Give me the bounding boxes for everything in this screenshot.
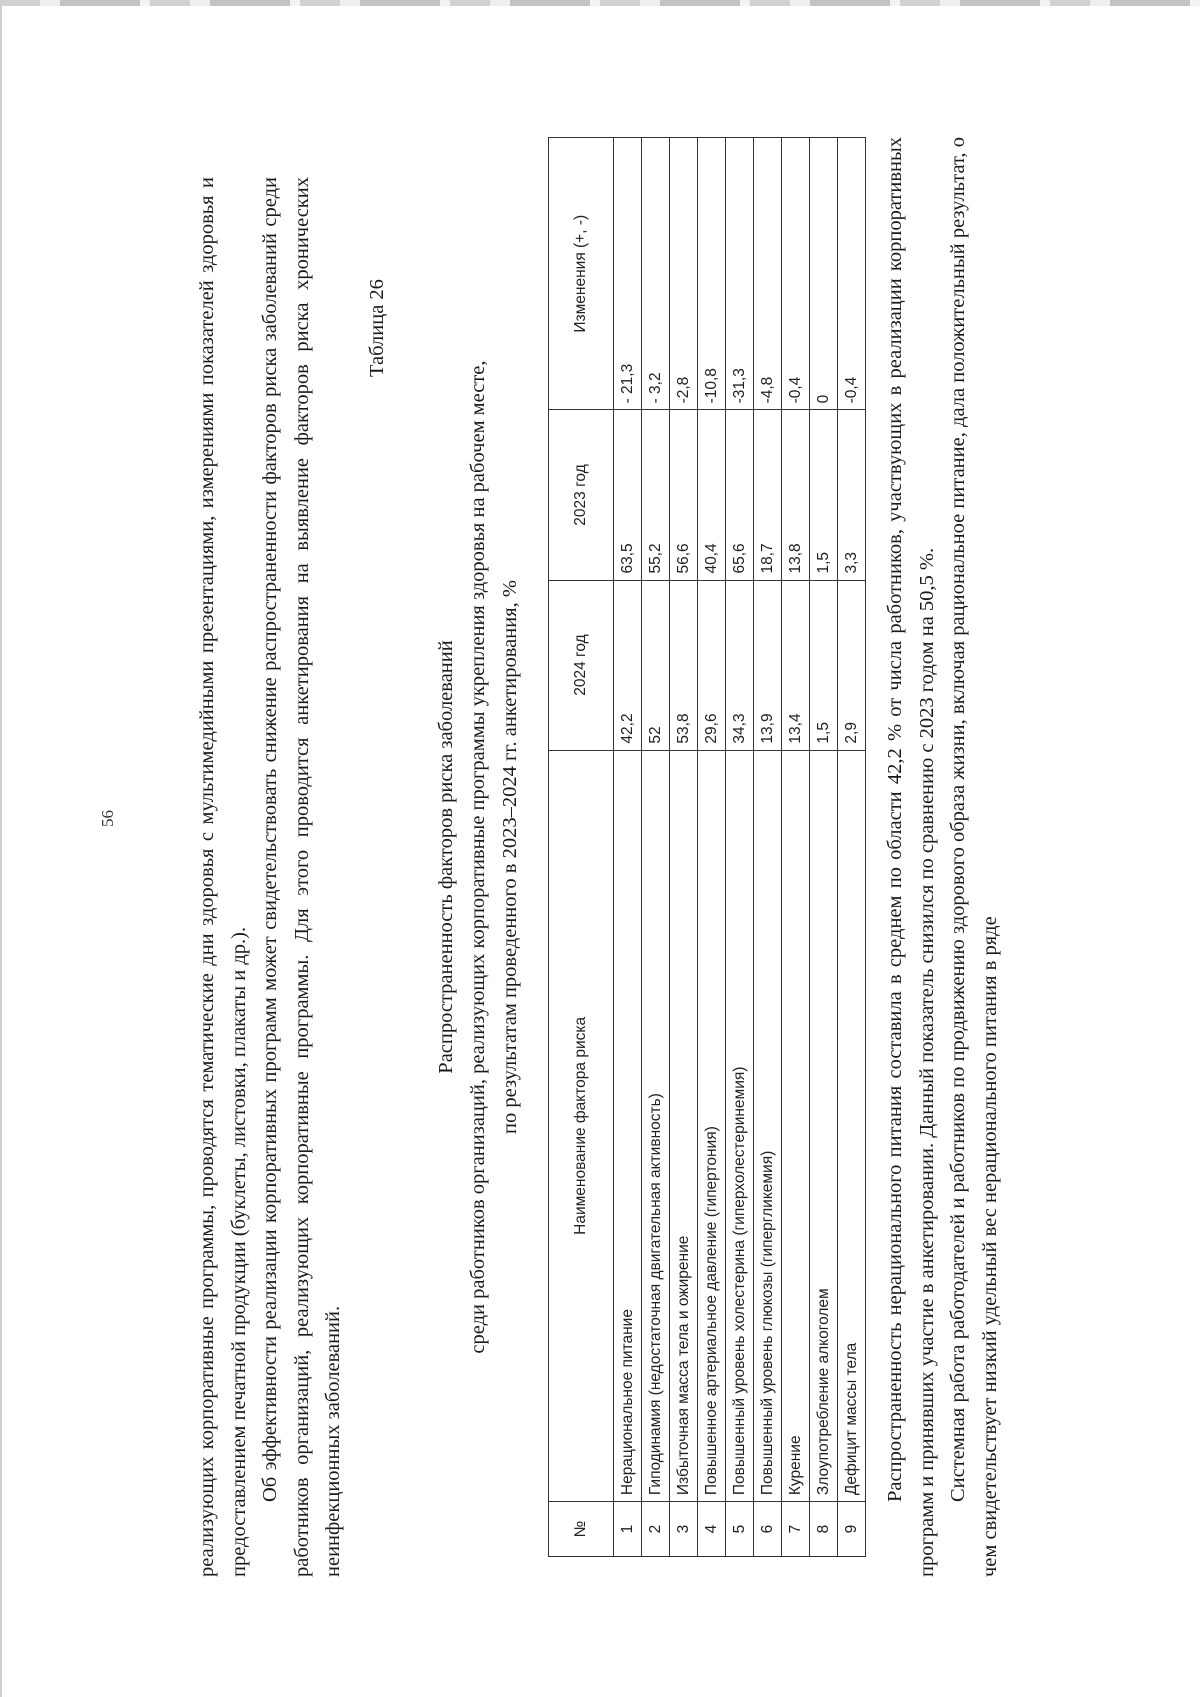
cell-name: Повышенный уровень глюкозы (гипергликемия) [754,750,782,1501]
table-row [726,138,754,1557]
table-caption-number: Таблица 26 [366,279,388,377]
cell-2024: 52 [642,580,670,750]
cell-2023: 18,7 [754,410,782,580]
table-title-line-3: по результатам проведенного в 2023–2024 гг. анкетирования, % [499,580,521,1134]
cell-change: -0,4 [838,138,866,410]
cell-num: 6 [754,1502,782,1557]
cell-2024: 53,8 [670,580,698,750]
cell-2023: 65,6 [726,410,754,580]
cell-name: Дефицит массы тела [838,750,866,1501]
cell-change: -0,4 [782,138,810,410]
cell-change: - 3,2 [642,138,670,410]
risk-factors-table [548,137,866,1557]
table-title-line-2: среди работников организаций, реализующих корпоративные программы укрепления здоровья на рабочем месте, [467,360,489,1354]
cell-name: Нерациональное питание [614,750,642,1501]
cell-num: 4 [698,1502,726,1557]
cell-2023: 55,2 [642,410,670,580]
header-2023: 2023 год [549,410,614,580]
cell-2024: 13,9 [754,580,782,750]
cell-change: -4,8 [754,138,782,410]
header-name: Наименование фактора риска [549,750,614,1501]
table-row [698,138,726,1557]
table-title [430,137,526,1577]
cell-num: 5 [726,1502,754,1557]
table-header-row [549,138,614,1557]
cell-num: 8 [810,1502,838,1557]
table-row [670,138,698,1557]
outro-text [880,137,1006,1577]
cell-name: Гиподинамия (недостаточная двигательная активность) [642,750,670,1501]
cell-2023: 63,5 [614,410,642,580]
cell-name: Курение [782,750,810,1501]
cell-num: 7 [782,1502,810,1557]
cell-2023: 40,4 [698,410,726,580]
cell-name: Повышенный уровень холестерина (гиперхолестеринемия) [726,750,754,1501]
cell-name: Повышенное артериальное давление (гипертония) [698,750,726,1501]
cell-change: - 21,3 [614,138,642,410]
page-number: 56 [98,810,117,827]
cell-2024: 34,3 [726,580,754,750]
cell-num: 3 [670,1502,698,1557]
cell-change: 0 [810,138,838,410]
table-row [614,138,642,1557]
table-row [782,138,810,1557]
cell-change: -2,8 [670,138,698,410]
header-2024: 2024 год [549,580,614,750]
cell-num: 9 [838,1502,866,1557]
table-title-line-1: Распространенность факторов риска заболеваний [435,640,457,1074]
cell-2024: 29,6 [698,580,726,750]
cell-2024: 42,2 [614,580,642,750]
header-change: Изменения (+, -) [549,138,614,410]
outro-paragraph-1: Распространенность нерационального питания составила в среднем по области 42,2 % от числа работников, участвующих в реализации корпоративных программ и принявших участие в анкетировании. Данный показатель снизился по сравнению с 2023 годом на 50,5 %. [884,137,938,1577]
table-row [810,138,838,1557]
cell-num: 1 [614,1502,642,1557]
cell-2023: 1,5 [810,410,838,580]
cell-name: Злоупотребление алкоголем [810,750,838,1501]
intro-paragraph-1: реализующих корпоративные программы, проводятся тематические дни здоровья с мультимедийными презентациями, измерениями показателей здоровья и предоставлением печатной продукции (буклеты, листовки, плакаты и др.). [196,177,250,1577]
table-row [838,138,866,1557]
table-row [642,138,670,1557]
cell-name: Избыточная масса тела и ожирение [670,750,698,1501]
cell-num: 2 [642,1502,670,1557]
cell-2024: 2,9 [838,580,866,750]
cell-2023: 13,8 [782,410,810,580]
table-row [754,138,782,1557]
header-num: № [549,1502,614,1557]
cell-2023: 3,3 [838,410,866,580]
outro-paragraph-2: Системная работа работодателей и работников по продвижению здорового образа жизни, включая рациональное питание, дала положительный результат, о чем свидетельствует низкий удельный вес нерационального питания в ряде [947,137,1001,1577]
cell-change: -10,8 [698,138,726,410]
cell-2023: 56,6 [670,410,698,580]
cell-change: -31,3 [726,138,754,410]
intro-paragraph-2: Об эффективности реализации корпоративных программ может свидетельствовать снижение распространенности факторов риска заболеваний среди работников организаций, реализующих корпоративные программы. Для этого проводится анкетирования на выявление факторов риска хронических неинфекционных заболеваний. [259,177,344,1577]
intro-text [192,177,350,1577]
cell-2024: 13,4 [782,580,810,750]
cell-2024: 1,5 [810,580,838,750]
